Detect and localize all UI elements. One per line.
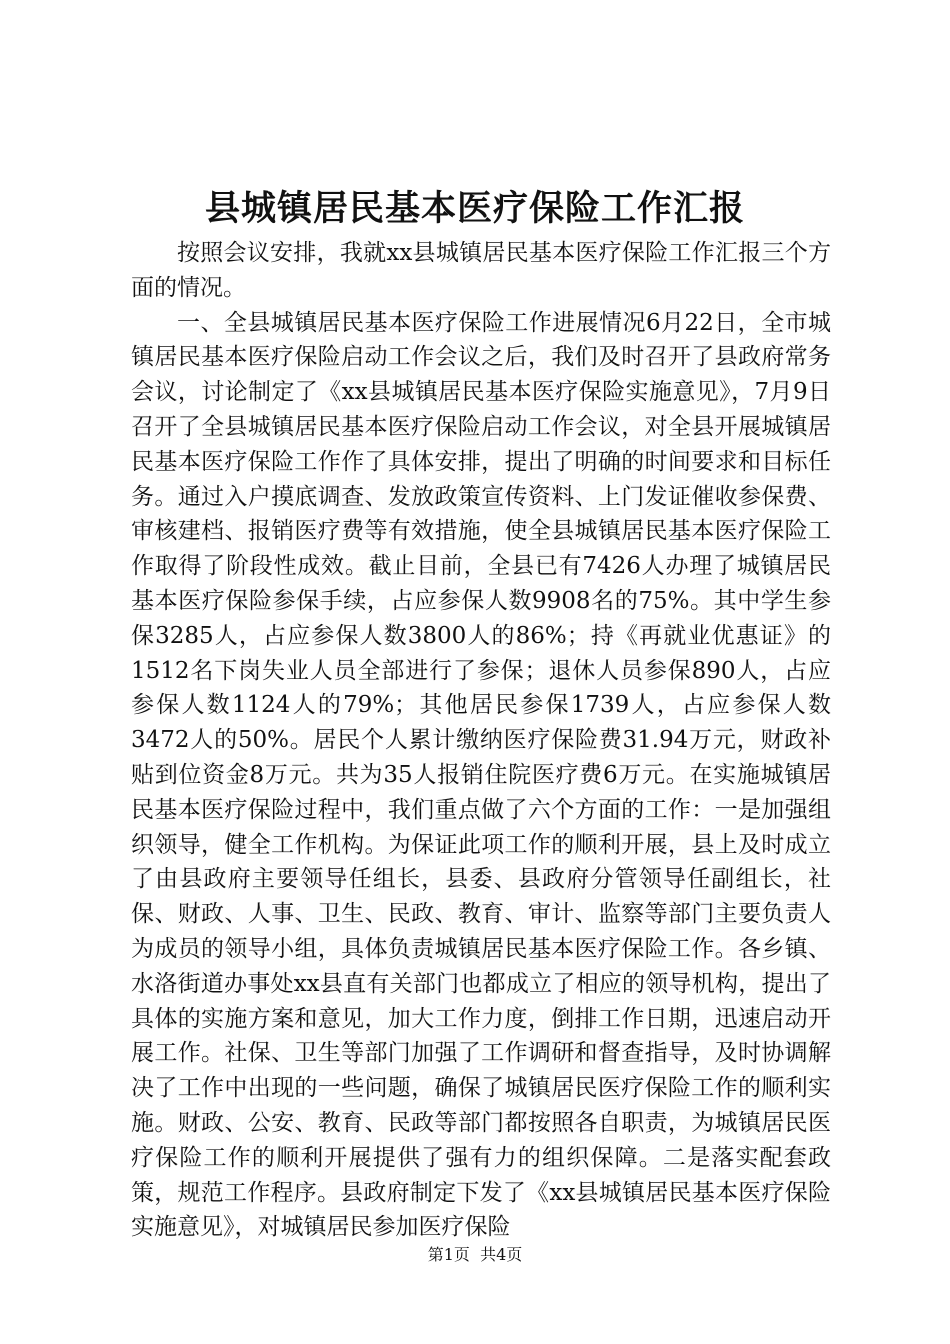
- page-footer: [0, 1244, 950, 1266]
- document-title: 县城镇居民基本医疗保险工作汇报: [204, 188, 745, 229]
- page-number: 第1页: [427, 1245, 470, 1264]
- page-total: 共4页: [480, 1245, 523, 1264]
- paragraph-progress: 一、全县城镇居民基本医疗保险工作进展情况6月22日，全市城镇居民基本医疗保险启动工作会议之后，我们及时召开了县政府常务会议，讨论制定了《xx县城镇居民基本医疗保险实施意见》，7月9日召开了全县城镇居民基本医疗保险启动工作会议，对全县开展城镇居民基本医疗保险工作作了具体安排，提出了明确的时间要求和目标任务。通过入户摸底调查、发放政策宣传资料、上门发证催收参保费、审核建档、报销医疗费等有效措施，使全县城镇居民基本医疗保险工作取得了阶段性成效。截止目前，全县已有7426人办理了城镇居民基本医疗保险参保手续，占应参保人数9908名的75%。其中学生参保3285人，占应参保人数3800人的86%；持《再就业优惠证》的1512名下岗失业人员全部进行了参保；退休人员参保890人，占应参保人数1124人的79%；其他居民参保1739人，占应参保人数3472人的50%。居民个人累计缴纳医疗保险费31.94万元，财政补贴到位资金8万元。共为35人报销住院医疗费6万元。在实施城镇居民基本医疗保险过程中，我们重点做了六个方面的工作：一是加强组织领导，健全工作机构。为保证此项工作的顺利开展，县上及时成立了由县政府主要领导任组长，县委、县政府分管领导任副组长，社保、财政、人事、卫生、民政、教育、审计、监察等部门主要负责人为成员的领导小组，具体负责城镇居民基本医疗保险工作。各乡镇、水洛街道办事处xx县直有关部门也都成立了相应的领导机构，提出了具体的实施方案和意见，加大工作力度，倒排工作日期，迅速启动开展工作。社保、卫生等部门加强了工作调研和督查指导，及时协调解决了工作中出现的一些问题，确保了城镇居民医疗保险工作的顺利实施。财政、公安、教育、民政等部门都按照各自职责，为城镇居民医疗保险工作的顺利开展提供了强有力的组织保障。二是落实配套政策，规范工作程序。县政府制定下发了《xx县城镇居民基本医疗保险实施意见》，对城镇居民参加医疗保险: [131, 309, 831, 1241]
- paragraph-intro: 按照会议安排，我就xx县城镇居民基本医疗保险工作汇报三个方面的情况。: [131, 240, 831, 301]
- document-body: [131, 236, 831, 1245]
